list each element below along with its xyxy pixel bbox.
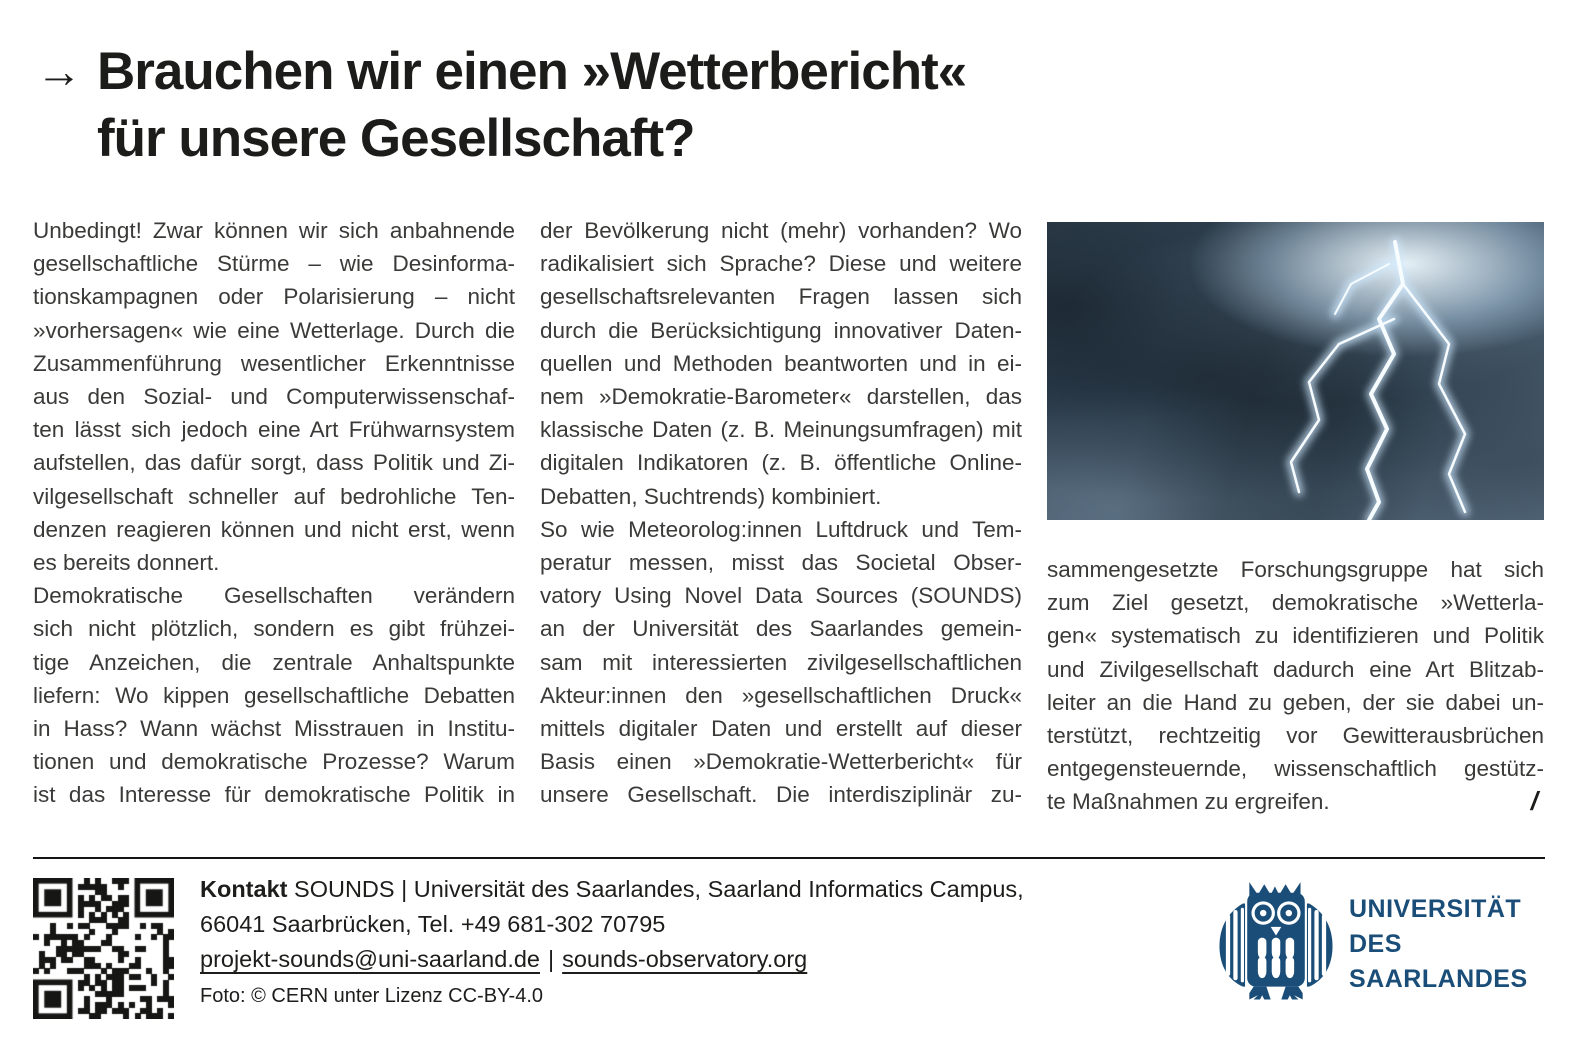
article-text-line: Zusammenführung wesentlicher Erkenntnisse [33, 350, 515, 376]
page-title [97, 38, 966, 172]
article-text-line: leiter an die Hand zu geben, der sie dabei un- [1047, 689, 1544, 715]
photo-credit: Foto: © CERN unter Lizenz CC-BY-4.0 [200, 985, 544, 1007]
article-text-line: gesellschaftliche Stürme – wie Desinforma- [33, 251, 515, 277]
text-column-2 [540, 214, 1022, 819]
article-text-line: So wie Meteorolog:innen Luftdruck und Tem- [540, 516, 1022, 542]
article-text-line: sich nicht plötzlich, sondern es gibt frühzei- [33, 616, 515, 642]
university-logo [1217, 880, 1528, 1008]
website-link[interactable]: sounds-observatory.org [562, 946, 808, 972]
article-text-line: mittels digitaler Daten und erstellt auf dieser [540, 716, 1022, 742]
logo-text-line-3: SAARLANDES [1349, 964, 1528, 993]
article-text-line: gen« systematisch zu identifizieren und Politik [1047, 623, 1544, 649]
text-column-1 [33, 214, 515, 819]
contact-email-link[interactable]: projekt-sounds@uni-saarland.de [200, 946, 540, 972]
article-text-line: aufstellen, das dafür sorgt, dass Politik und Zi- [33, 450, 515, 476]
article-text-line: digitalen Indikatoren (z. B. öffentliche Online- [540, 450, 1022, 476]
article-text-line: tige Anzeichen, die zentrale Anhaltspunkte [33, 649, 515, 675]
title-line-1: Brauchen wir einen »Wetterbericht« [97, 42, 967, 101]
article-text-line: unsere Gesellschaft. Die interdisziplinär zu- [540, 782, 1022, 808]
article-text-line: entgegensteuernde, wissenschaftlich gestütz- [1047, 756, 1544, 782]
article-text-line: es bereits donnert. [33, 550, 220, 576]
article-body [33, 214, 1545, 819]
text-column-3-text [1047, 553, 1544, 819]
owl-icon [1217, 880, 1335, 1008]
contact-line-2: 66041 Saarbrücken, Tel. +49 681-302 70795 [200, 911, 666, 937]
lightning-bolts-graphic [1047, 222, 1544, 520]
article-text-line: aus den Sozial- und Computerwissenschaf- [33, 384, 515, 410]
article-text-line: radikalisiert sich Sprache? Diese und weitere [540, 251, 1022, 277]
article-text-line: tionen und demokratische Prozesse? Warum [33, 749, 515, 775]
contact-block [200, 872, 1160, 1011]
article-text-line: sammengesetzte Forschungsgruppe hat sich [1047, 557, 1544, 582]
article-text-line: Akteur:innen den »gesellschaftlichen Druck« [540, 682, 1022, 708]
article-text-line: nem »Demokratie-Barometer« darstellen, das [540, 384, 1022, 410]
contact-line-1 [200, 872, 1160, 907]
contact-links-line [200, 942, 1160, 977]
article-end-mark: / [1530, 785, 1538, 816]
article-text-line: denzen reagieren können und nicht erst, wenn [33, 516, 515, 542]
article-text-line: peratur messen, misst das Societal Obser- [540, 550, 1022, 576]
logo-text-line-2: DES [1349, 929, 1402, 958]
article-text-line: gesellschaftsrelevanten Fragen lassen sich [540, 284, 1022, 310]
article-text-line: in Hass? Wann wächst Misstrauen in Institu- [33, 716, 515, 742]
article-text-line: der Bevölkerung nicht (mehr) vorhanden? Wo [540, 218, 1022, 243]
article-text-line: te Maßnahmen zu ergreifen. [1047, 789, 1330, 815]
arrow-icon: → [36, 45, 82, 97]
contact-label: Kontakt [200, 876, 288, 902]
article-text-line: liefern: Wo kippen gesellschaftliche Debatten [33, 682, 515, 708]
contact-line-1-text: SOUNDS | Universität des Saarlandes, Saarland Informatics Campus, [287, 876, 1024, 902]
article-text-line: terstützt, rechtzeitig vor Gewitterausbrüchen [1047, 723, 1544, 749]
article-text-line: zum Ziel gesetzt, demokratische »Wetterla- [1047, 590, 1544, 616]
article-text-line: Unbedingt! Zwar können wir sich anbahnende [33, 218, 515, 243]
university-wordmark [1349, 892, 1528, 997]
logo-text-line-1: UNIVERSITÄT [1349, 894, 1522, 923]
title-line-2: für unsere Gesellschaft? [97, 109, 695, 168]
article-text-line: an der Universität des Saarlandes gemein- [540, 616, 1022, 642]
article-text-line: sam mit interessierten zivilgesellschaftlichen [540, 649, 1022, 675]
article-text-line: tionskampagnen oder Polarisierung – nicht [33, 284, 515, 310]
storm-lightning-photo [1047, 222, 1544, 520]
article-text-line: Demokratische Gesellschaften verändern [33, 583, 515, 609]
article-text-line: vilgesellschaft schneller auf bedrohliche Ten- [33, 483, 515, 509]
article-text-line: quellen und Methoden beantworten und in ei- [540, 350, 1022, 376]
link-separator: | [548, 946, 555, 972]
article-text-line: ten lässt sich jedoch eine Art Frühwarnsystem [33, 417, 515, 443]
text-column-3 [1047, 214, 1544, 819]
article-text-line: Basis einen »Demokratie-Wetterbericht« für [540, 749, 1022, 775]
footer-divider [33, 857, 1545, 859]
article-text-line: klassische Daten (z. B. Meinungsumfragen) mit [540, 417, 1022, 443]
qr-code [33, 878, 174, 1019]
article-text-line: vatory Using Novel Data Sources (SOUNDS) [540, 583, 1022, 609]
article-text-line: ist das Interesse für demokratische Politik in [33, 782, 515, 808]
article-text-line: »vorhersagen« wie eine Wetterlage. Durch die [33, 317, 515, 343]
article-text-line: durch die Berücksichtigung innovativer Daten- [540, 317, 1022, 343]
article-text-line: Debatten, Suchtrends) kombiniert. [540, 483, 882, 509]
article-text-line: und Zivilgesellschaft dadurch eine Art Blitzab- [1047, 656, 1544, 682]
